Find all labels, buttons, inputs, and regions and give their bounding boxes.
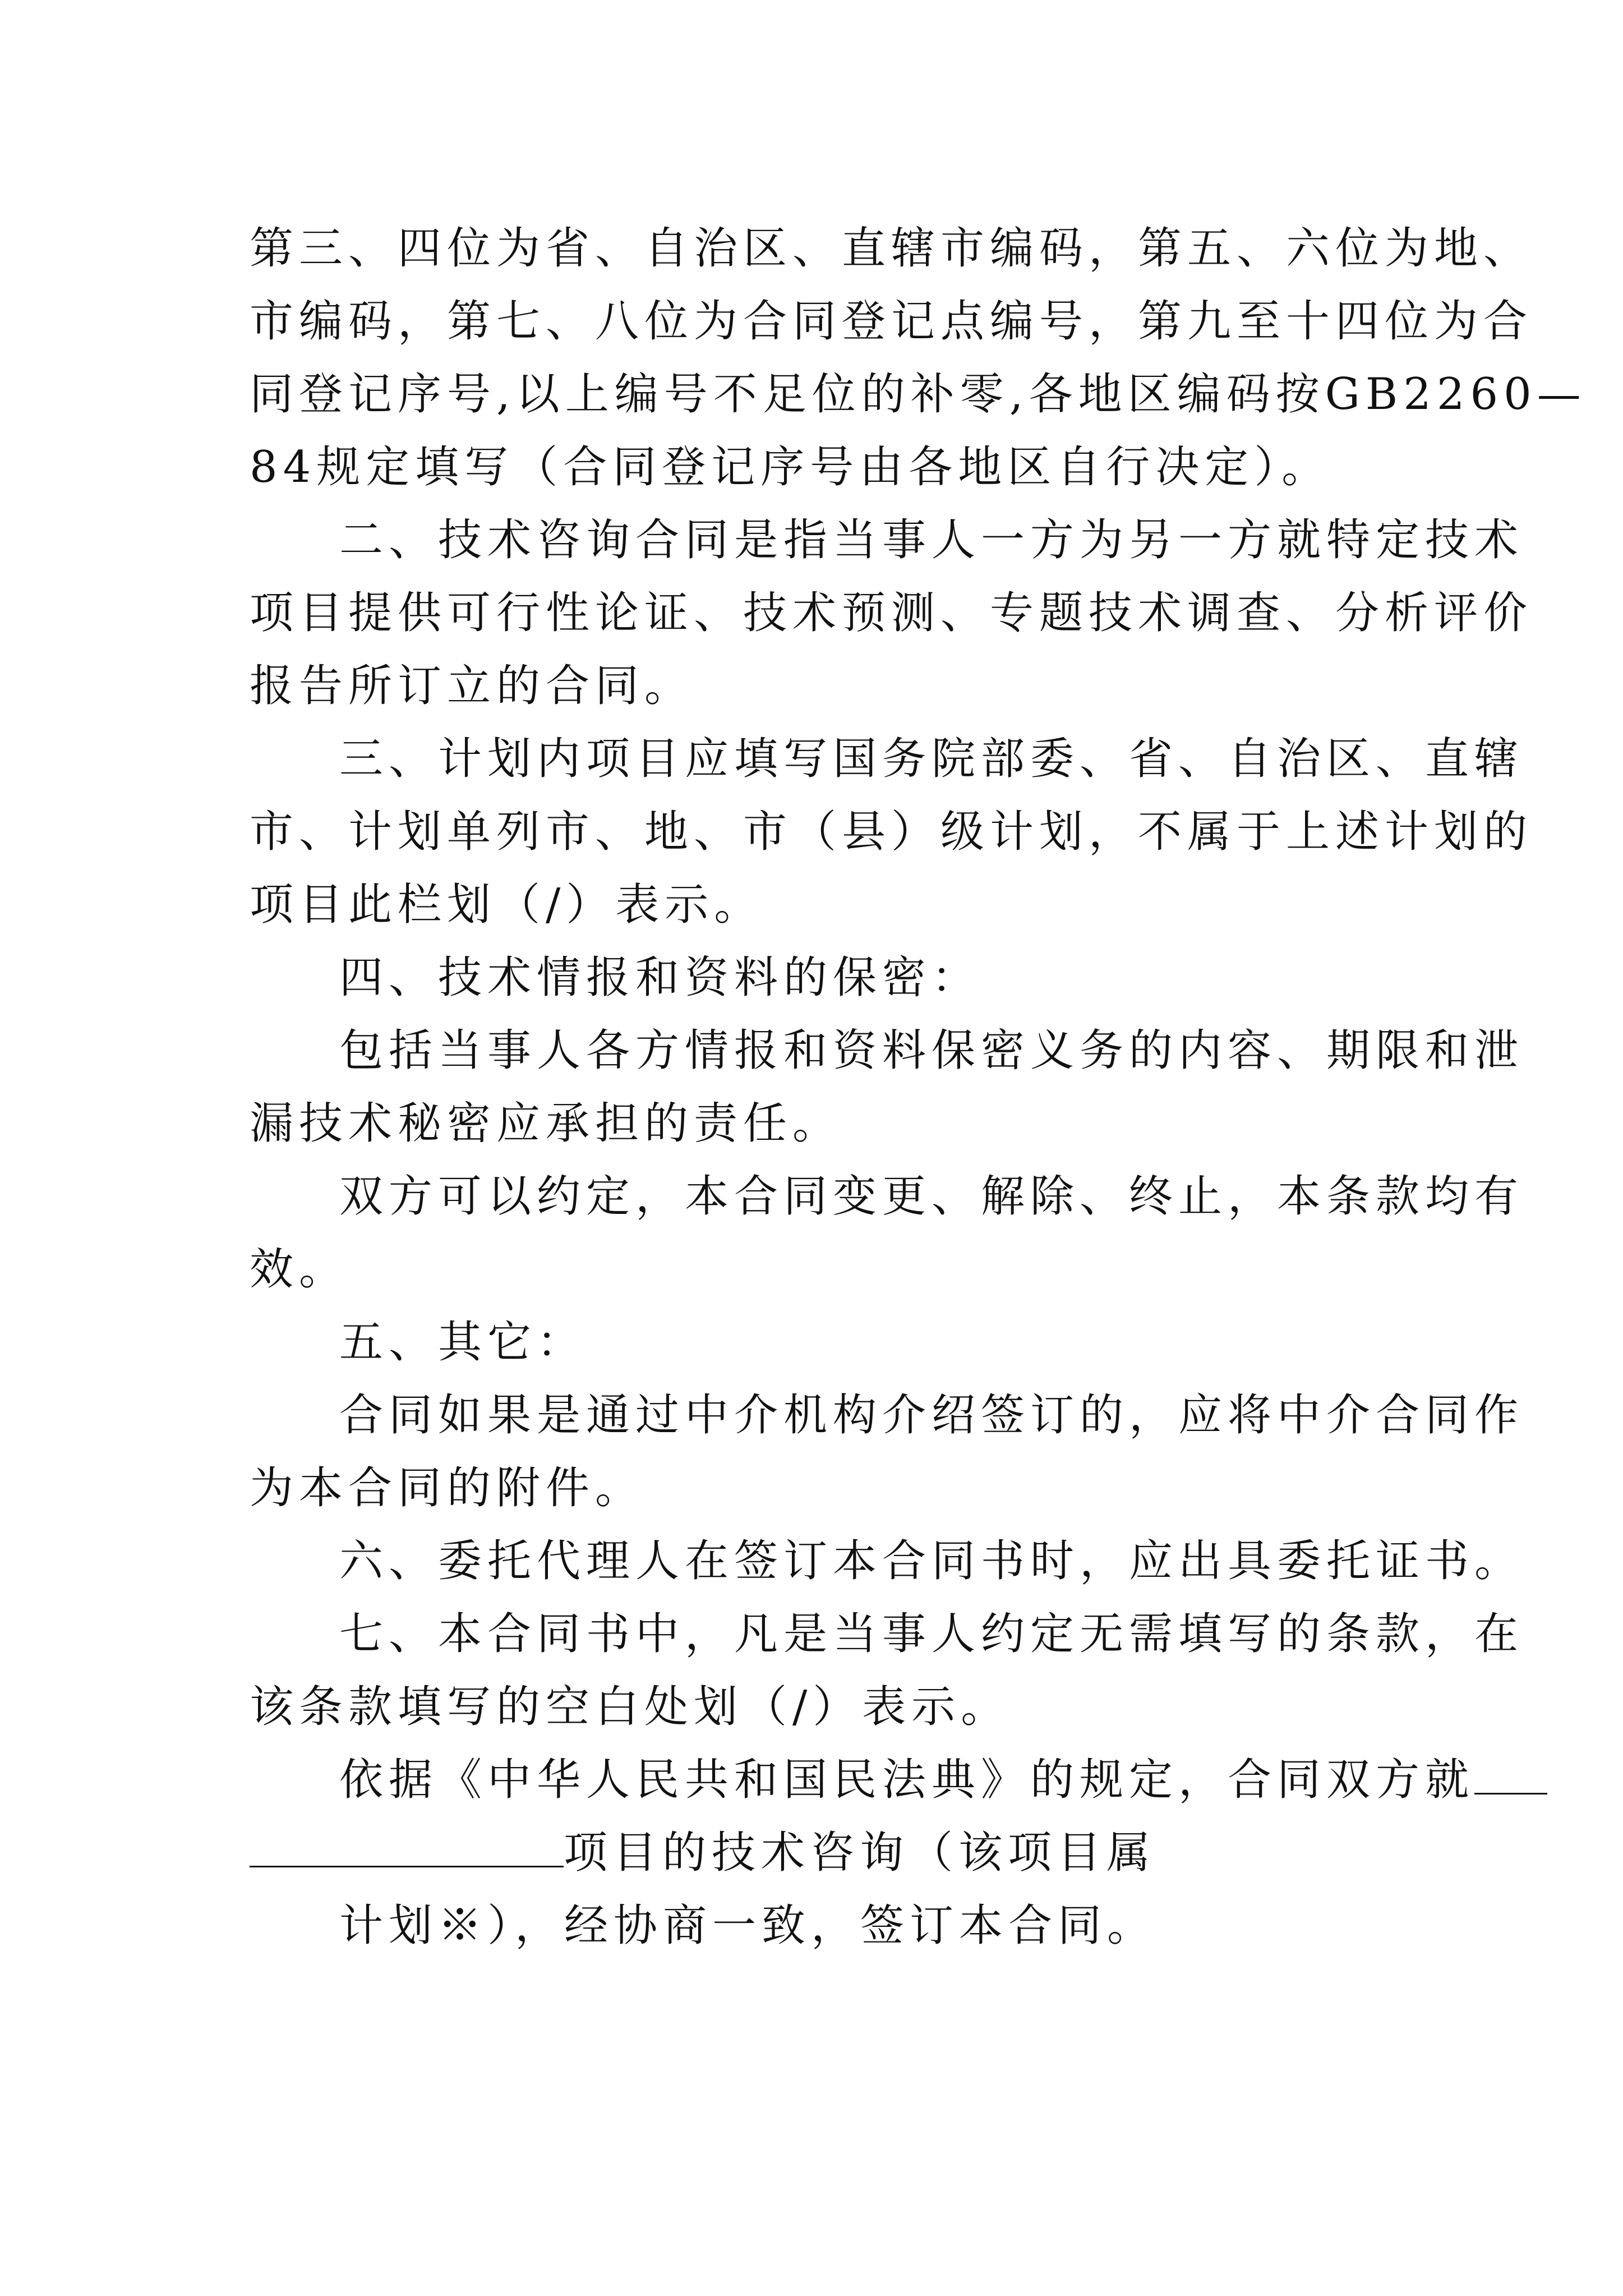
paragraph-item-5-heading [250, 1306, 1388, 1379]
paragraph-item-2 [250, 504, 1533, 723]
paragraph-line: 五、其它： [339, 1317, 587, 1368]
closing-line-2 [250, 1816, 1388, 1889]
paragraph-intermediary [250, 1379, 1524, 1525]
paragraph-item-4-heading [250, 941, 1388, 1014]
closing-text: 项目的技术咨询（该项目属 [564, 1828, 1156, 1878]
paragraph-line: 四、技术情报和资料的保密： [339, 953, 981, 1003]
paragraph-line: 报告所订立的合同。 [250, 661, 694, 711]
paragraph-line: 为本合同的附件。 [250, 1463, 645, 1513]
document-body [250, 212, 1587, 1962]
paragraph-code-rules [250, 212, 1587, 504]
paragraph-line: 第三、四位为省、自治区、直辖市编码，第五、六位为地、 [250, 223, 1533, 274]
closing-text: 依据《中华人民共和国民法典》的规定，合同双方就 [339, 1755, 1475, 1805]
paragraph-confidentiality [250, 1014, 1524, 1160]
paragraph-line: 双方可以约定，本合同变更、解除、终止，本条款均有 [339, 1171, 1524, 1222]
paragraph-item-3 [250, 723, 1533, 941]
paragraph-line: 七、本合同书中，凡是当事人约定无需填写的条款，在 [339, 1609, 1524, 1659]
paragraph-line: 84规定填写（合同登记序号由各地区自行决定）。 [250, 442, 1331, 493]
closing-statement [250, 1743, 1475, 1962]
paragraph-line: 市编码，第七、八位为合同登记点编号，第九至十四位为合 [250, 296, 1533, 347]
paragraph-line: 效。 [250, 1244, 349, 1295]
paragraph-line: 六、委托代理人在签订本合同书时，应出具委托证书。 [339, 1536, 1524, 1586]
paragraph-line: 该条款填写的空白处划（/）表示。 [250, 1682, 1011, 1732]
paragraph-line: 同登记序号,以上编号不足位的补零,各地区编码按GB2260— [250, 369, 1587, 420]
paragraph-line: 项目此栏划（/）表示。 [250, 880, 764, 930]
closing-line-1 [250, 1743, 1475, 1816]
project-name-blank[interactable] [250, 1826, 564, 1867]
paragraph-line: 市、计划单列市、地、市（县）级计划，不属于上述计划的 [250, 807, 1533, 857]
paragraph-agreement [250, 1160, 1524, 1306]
paragraph-line: 包括当事人各方情报和资料保密义务的内容、期限和泄 [339, 1025, 1524, 1076]
paragraph-line: 合同如果是通过中介机构介绍签订的，应将中介合同作 [339, 1390, 1524, 1441]
paragraph-item-7 [250, 1598, 1524, 1743]
closing-line-3: 计划※），经协商一致，签订本合同。 [339, 1901, 1157, 1951]
paragraph-line: 项目提供可行性论证、技术预测、专题技术调查、分析评价 [250, 588, 1533, 638]
paragraph-line: 漏技术秘密应承担的责任。 [250, 1098, 842, 1149]
paragraph-line: 二、技术咨询合同是指当事人一方为另一方就特定技术 [339, 515, 1524, 565]
paragraph-item-6 [250, 1525, 1524, 1598]
paragraph-line: 三、计划内项目应填写国务院部委、省、自治区、直辖 [339, 734, 1524, 784]
project-name-blank-start[interactable] [1474, 1754, 1547, 1795]
